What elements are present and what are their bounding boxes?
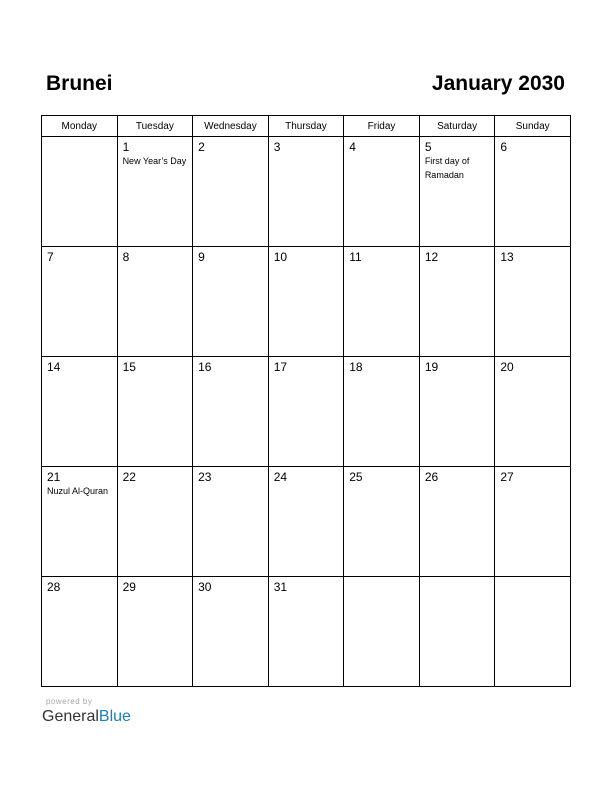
weekday-header: Monday — [42, 116, 118, 137]
day-cell — [117, 467, 193, 577]
day-cell — [268, 577, 344, 687]
day-cell — [268, 247, 344, 357]
brand-blue-text: Blue — [98, 708, 131, 725]
day-cell — [344, 577, 420, 687]
day-number: 26 — [424, 470, 439, 484]
day-cell — [42, 247, 118, 357]
day-cell — [495, 247, 571, 357]
holiday-label: New Year’s Day — [122, 156, 187, 166]
day-cell — [419, 577, 495, 687]
day-number: 4 — [349, 140, 356, 154]
day-number: 12 — [424, 250, 439, 264]
day-cell — [495, 357, 571, 467]
day-cell — [495, 577, 571, 687]
brand-general-text: General — [42, 708, 99, 725]
day-cell — [419, 247, 495, 357]
day-number: 16 — [198, 360, 212, 374]
week-row — [42, 577, 571, 687]
day-cell — [344, 247, 420, 357]
day-cell — [495, 137, 571, 247]
powered-by-label: powered by — [46, 697, 93, 706]
day-number — [344, 577, 419, 580]
day-number: 10 — [273, 250, 288, 264]
country-title: Brunei — [46, 72, 113, 95]
day-cell — [117, 357, 193, 467]
day-cell — [344, 357, 420, 467]
day-cell — [495, 467, 571, 577]
week-row — [42, 357, 571, 467]
day-number: 23 — [198, 470, 212, 484]
weekday-header: Thursday — [268, 116, 344, 137]
day-number: 21 — [47, 470, 61, 484]
day-number: 19 — [424, 360, 439, 374]
day-cell — [42, 357, 118, 467]
day-cell — [344, 137, 420, 247]
holiday-label: Nuzul Al-Quran — [47, 486, 109, 496]
day-cell — [42, 467, 118, 577]
week-row — [42, 467, 571, 577]
day-cell — [419, 357, 495, 467]
day-cell — [268, 467, 344, 577]
weekday-header-row — [42, 116, 571, 137]
day-number: 15 — [122, 360, 136, 374]
day-number: 8 — [122, 250, 130, 264]
day-number — [42, 137, 117, 140]
day-cell — [193, 247, 269, 357]
day-number: 6 — [500, 140, 508, 154]
calendar-body — [42, 137, 571, 687]
day-number: 27 — [500, 470, 514, 484]
day-cell — [268, 357, 344, 467]
day-number: 7 — [47, 250, 54, 264]
calendar-grid — [41, 115, 571, 687]
day-number: 3 — [273, 140, 281, 154]
weekday-header: Tuesday — [117, 116, 193, 137]
day-cell — [268, 137, 344, 247]
day-cell — [117, 247, 193, 357]
day-number — [495, 577, 570, 580]
day-cell — [117, 577, 193, 687]
day-number: 2 — [198, 140, 205, 154]
day-number — [420, 577, 495, 580]
day-cell — [193, 467, 269, 577]
day-number: 9 — [198, 250, 205, 264]
day-number: 18 — [349, 360, 363, 374]
day-cell — [117, 137, 193, 247]
day-number: 24 — [273, 470, 288, 484]
day-cell — [42, 577, 118, 687]
day-number: 20 — [500, 360, 514, 374]
day-number: 28 — [47, 580, 61, 594]
day-number: 5 — [424, 140, 432, 154]
day-cell — [419, 137, 495, 247]
day-number: 13 — [500, 250, 514, 264]
day-number: 22 — [122, 470, 136, 484]
day-number: 14 — [47, 360, 61, 374]
day-cell — [42, 137, 118, 247]
day-cell — [193, 577, 269, 687]
day-number: 17 — [273, 360, 288, 374]
weekday-header: Sunday — [495, 116, 571, 137]
day-cell — [193, 137, 269, 247]
day-number: 1 — [122, 140, 130, 154]
day-cell — [419, 467, 495, 577]
day-number: 11 — [349, 250, 362, 264]
weekday-header: Saturday — [419, 116, 495, 137]
generalblue-logo[interactable] — [42, 707, 131, 727]
day-cell — [344, 467, 420, 577]
holiday-label: First day of Ramadan — [424, 156, 470, 180]
week-row — [42, 137, 571, 247]
weekday-header: Friday — [344, 116, 420, 137]
day-cell — [193, 357, 269, 467]
day-number: 25 — [349, 470, 363, 484]
weekday-header: Wednesday — [193, 116, 269, 137]
month-title: January 2030 — [431, 72, 565, 95]
day-number: 29 — [122, 580, 136, 594]
day-number: 30 — [198, 580, 212, 594]
day-number: 31 — [273, 580, 288, 594]
week-row — [42, 247, 571, 357]
